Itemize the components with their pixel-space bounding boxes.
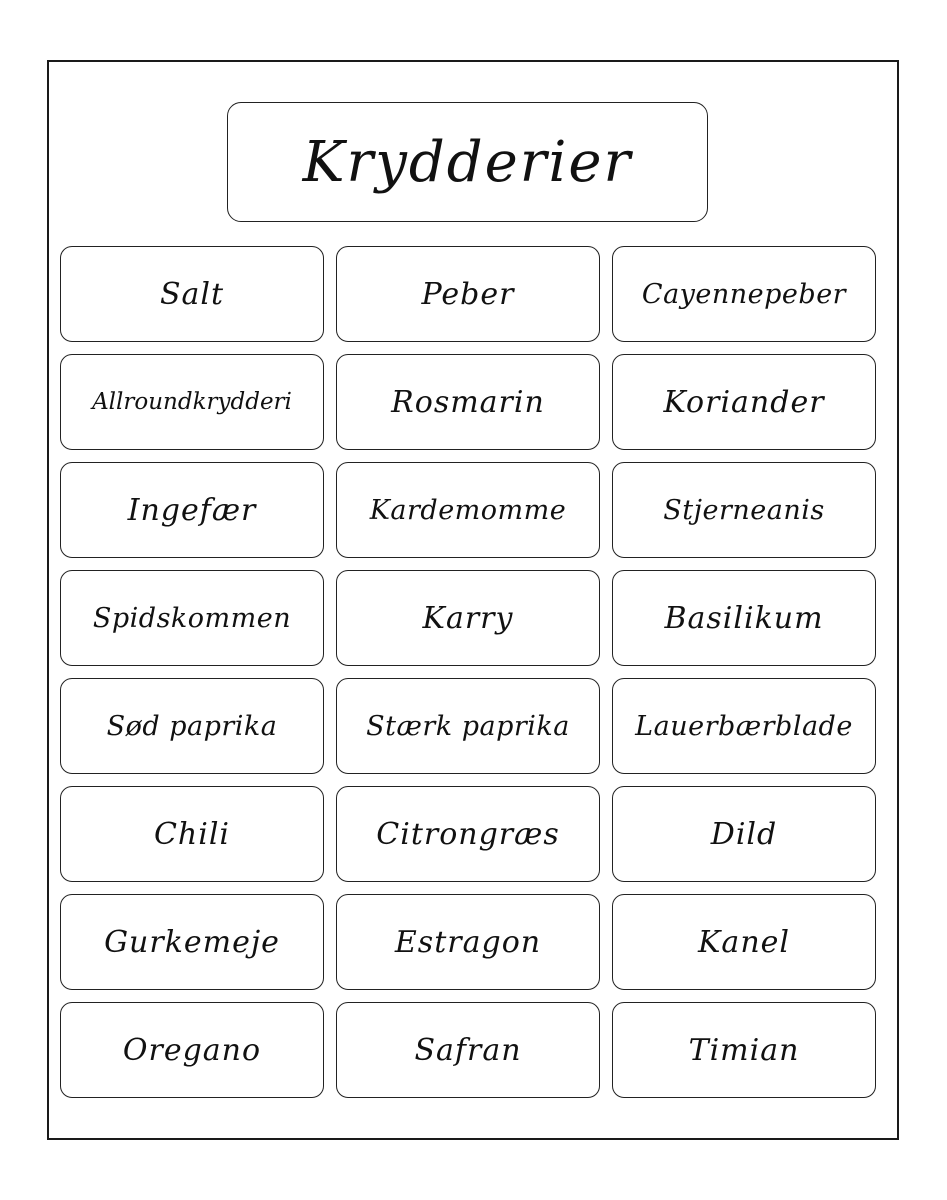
spice-label-kanel	[612, 894, 876, 990]
spice-label-text: Safran	[414, 1032, 522, 1068]
spice-label-spidskommen	[60, 570, 324, 666]
spice-label-citrongraes	[336, 786, 600, 882]
spice-label-dild	[612, 786, 876, 882]
spice-label-sod-paprika	[60, 678, 324, 774]
spice-label-text: Timian	[688, 1032, 800, 1068]
title-label	[227, 102, 708, 222]
spice-label-text: Rosmarin	[391, 384, 545, 420]
spice-label-timian	[612, 1002, 876, 1098]
spice-label-koriander	[612, 354, 876, 450]
spice-label-text: Salt	[159, 276, 225, 312]
spice-label-text: Cayennepeber	[641, 278, 847, 310]
spice-label-text: Stærk paprika	[366, 710, 570, 742]
spice-label-text: Kanel	[698, 924, 790, 960]
spice-label-oregano	[60, 1002, 324, 1098]
spice-label-text: Allroundkrydderi	[92, 389, 292, 415]
spice-label-cayennepeber	[612, 246, 876, 342]
page-title: Krydderier	[302, 129, 633, 195]
spice-label-allroundkrydderi	[60, 354, 324, 450]
spice-label-grid	[60, 246, 877, 1098]
spice-label-safran	[336, 1002, 600, 1098]
spice-label-basilikum	[612, 570, 876, 666]
spice-label-rosmarin	[336, 354, 600, 450]
spice-label-estragon	[336, 894, 600, 990]
spice-label-salt	[60, 246, 324, 342]
spice-label-text: Stjerneanis	[663, 494, 825, 526]
spice-label-stjerneanis	[612, 462, 876, 558]
spice-label-text: Spidskommen	[92, 602, 292, 634]
spice-label-gurkemeje	[60, 894, 324, 990]
spice-label-ingefaer	[60, 462, 324, 558]
spice-label-text: Oregano	[122, 1032, 262, 1068]
spice-label-text: Basilikum	[664, 600, 824, 636]
spice-label-text: Chili	[153, 816, 231, 852]
spice-label-kardemomme	[336, 462, 600, 558]
spice-label-peber	[336, 246, 600, 342]
spice-label-karry	[336, 570, 600, 666]
spice-label-chili	[60, 786, 324, 882]
spice-label-text: Karry	[422, 600, 514, 636]
spice-label-staerk-paprika	[336, 678, 600, 774]
spice-label-text: Citrongræs	[376, 816, 560, 852]
spice-label-text: Sød paprika	[106, 710, 278, 742]
spice-label-text: Peber	[421, 276, 515, 312]
spice-label-text: Dild	[710, 816, 778, 852]
spice-label-text: Kardemomme	[369, 494, 567, 526]
spice-label-text: Ingefær	[127, 492, 257, 528]
spice-label-lauerbaerblade	[612, 678, 876, 774]
spice-label-text: Gurkemeje	[104, 924, 280, 960]
spice-label-text: Koriander	[663, 384, 825, 420]
spice-label-text: Lauerbærblade	[635, 710, 853, 742]
spice-label-text: Estragon	[394, 924, 542, 960]
